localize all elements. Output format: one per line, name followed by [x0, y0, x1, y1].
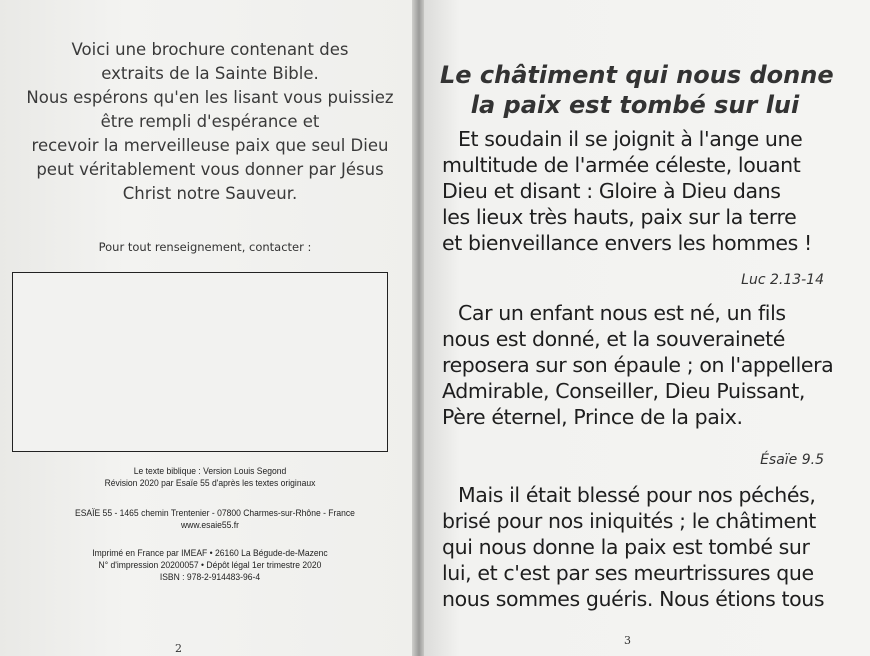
- verse-line: Père éternel, Prince de la paix.: [442, 405, 743, 429]
- colophon-line: ESAÏE 55 - 1465 chemin Trentenier - 07800 Charmes-sur-Rhône - France: [75, 508, 355, 519]
- intro-line: Christ notre Sauveur.: [122, 184, 298, 203]
- verse-line: Et soudain il se joignit à l'ange une: [458, 127, 803, 151]
- reference-isaiah-9: Ésaïe 9.5: [760, 452, 824, 468]
- intro-text: [20, 38, 400, 206]
- contact-box: [12, 272, 388, 452]
- colophon-bible-version: [75, 466, 345, 490]
- verse-line: Mais il était blessé pour nos péchés,: [458, 483, 816, 507]
- verse-line: nous sommes guéris. Nous étions tous: [442, 587, 825, 611]
- verse-line: Admirable, Conseiller, Dieu Puissant,: [442, 379, 805, 403]
- intro-line: extraits de la Sainte Bible.: [101, 64, 319, 83]
- verse-line: qui nous donne la paix est tombé sur: [442, 535, 810, 559]
- verse-isaiah-9: [442, 300, 832, 430]
- page-number-right: 3: [624, 634, 631, 647]
- verse-line: multitude de l'armée céleste, louant: [442, 153, 801, 177]
- colophon-printer: [75, 548, 345, 584]
- colophon-line: ISBN : 978-2-914483-96-4: [159, 572, 261, 583]
- colophon-line: Imprimé en France par IMEAF • 26160 La Bégude-de-Mazenc: [92, 548, 328, 559]
- intro-line: recevoir la merveilleuse paix que seul Dieu: [31, 136, 389, 155]
- left-page: [0, 0, 418, 656]
- verse-line: reposera sur son épaule ; on l'appellera: [442, 353, 834, 377]
- verse-isaiah-53: [442, 482, 832, 612]
- intro-line: Voici une brochure contenant des: [71, 40, 349, 59]
- verse-line: Car un enfant nous est né, un fils: [458, 301, 786, 325]
- verse-luke: [442, 126, 832, 256]
- contact-label: Pour tout renseignement, contacter :: [98, 240, 312, 254]
- intro-line: être rempli d'espérance et: [100, 112, 320, 131]
- intro-line: Nous espérons qu'en les lisant vous puissiez: [26, 88, 394, 107]
- verse-line: nous est donné, et la souveraineté: [442, 327, 785, 351]
- verse-line: brisé pour nos iniquités ; le châtiment: [442, 509, 816, 533]
- title-line: Le châtiment qui nous donne: [440, 61, 834, 89]
- title-line: la paix est tombé sur lui: [470, 91, 800, 119]
- intro-line: peut véritablement vous donner par Jésus: [36, 160, 384, 179]
- colophon-line: Le texte biblique : Version Louis Segond: [133, 466, 287, 477]
- page-title: [440, 60, 834, 120]
- colophon-line: www.esaie55.fr: [181, 520, 239, 531]
- verse-line: les lieux très hauts, paix sur la terre: [442, 205, 797, 229]
- verse-line: Dieu et disant : Gloire à Dieu dans: [442, 179, 781, 203]
- colophon-line: N° d'impression 20200057 • Dépôt légal 1er trimestre 2020: [98, 560, 322, 571]
- colophon-publisher: [75, 508, 355, 532]
- reference-luke: Luc 2.13-14: [741, 272, 824, 288]
- verse-line: et bienveillance envers les hommes !: [442, 231, 812, 255]
- page-number-left: 2: [175, 642, 182, 655]
- verse-line: lui, et c'est par ses meurtrissures que: [442, 561, 814, 585]
- colophon-line: Révision 2020 par Esaïe 55 d'après les textes originaux: [104, 478, 316, 489]
